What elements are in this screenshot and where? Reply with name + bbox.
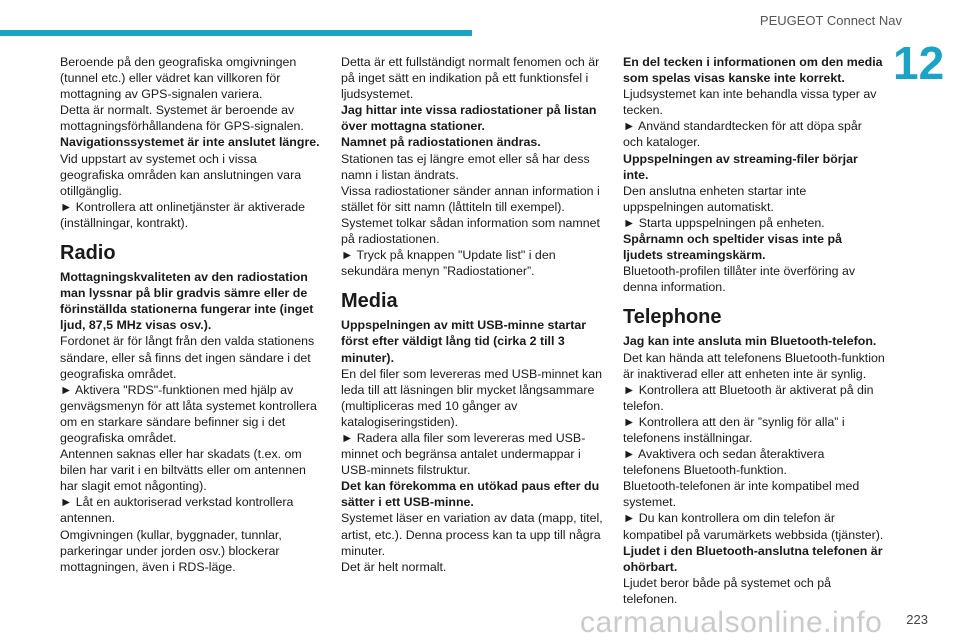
paragraph: Den anslutna enheten startar inte uppspelningen automatiskt. [623,183,807,214]
paragraph: Detta är ett fullständigt normalt fenomen och är på inget sätt en indikation på ett funktionsfel i ljudsystemet. [341,55,600,102]
paragraph: ► Du kan kontrollera om din telefon är kompatibel på varumärkets webbsida (tjänster). [623,511,884,542]
paragraph: En del filer som levereras med USB-minnet kan leda till att läsningen blir mycket långsammare (multipliceras med 10 gånger av katalogiseringstiden). [341,366,602,429]
question-heading: Namnet på radiostationen ändras. [341,135,541,150]
paragraph: Vissa radiostationer sänder annan information i stället för sitt namn (låttiteln till exempel). [341,183,600,214]
question-heading: Uppspelningen av mitt USB-minne startar först efter väldigt lång tid (cirka 2 till 3 minuter). [341,318,587,365]
page-number: 223 [906,612,928,627]
question-heading: Ljudet i den Bluetooth-anslutna telefonen är ohörbart. [623,543,883,574]
paragraph: ► Använd standardtecken för att döpa spår och kataloger. [623,119,862,150]
paragraph: Ljudsystemet kan inte behandla vissa typer av tecken. [623,87,877,118]
paragraph: Vid uppstart av systemet och i vissa geografiska områden kan anslutningen vara otillgänglig. [60,151,302,198]
paragraph: ► Kontrollera att onlinetjänster är aktiverade (inställningar, kontrakt). [60,199,306,230]
paragraph: Det är helt normalt. [341,559,447,574]
paragraph: Systemet tolkar sådan information som namnet på radiostationen. [341,215,600,247]
paragraph: ► Kontrollera att Bluetooth är aktiverat på din telefon. [623,382,874,413]
chapter-number: 12 [893,37,945,89]
question-heading: En del tecken i informationen om den media som spelas visas kanske inte korrekt. [623,55,883,86]
paragraph: Omgivningen (kullar, byggnader, tunnlar, parkeringar under jorden osv.) blockerar mottagningen, även i RDS-läge. [60,527,282,574]
section-heading: Media [341,290,398,313]
paragraph: Det kan hända att telefonens Bluetooth-funktion är inaktiverad eller att enheten inte är synlig. [623,350,885,381]
question-heading: Mottagningskvaliteten av den radiostation man lyssnar på blir gradvis sämre eller de förinställda stationerna fungerar inte (inget ljud, 87,5 MHz visas osv.). [60,270,314,333]
header-accent-bar [0,30,472,36]
paragraph: Bluetooth-profilen tillåter inte överföring av denna information. [623,264,856,295]
paragraph: ► Radera alla filer som levereras med USB-minnet och begränsa antalet undermappar i USB-minnets filstruktur. [341,430,586,478]
paragraph: ► Starta uppspelningen på enheten. [623,215,825,230]
question-heading: Det kan förekomma en utökad paus efter du sätter i ett USB-minne. [341,479,600,510]
text-column-1 [60,54,324,575]
paragraph: ► Låt en auktoriserad verkstad kontrollera antennen. [60,495,294,526]
running-head: PEUGEOT Connect Nav [759,13,902,28]
paragraph: ► Avaktivera och sedan återaktivera telefonens Bluetooth-funktion. [623,447,825,478]
question-heading: Navigationssystemet är inte anslutet längre. [60,135,320,150]
paragraph: ► Kontrollera att den är ”synlig för alla” i telefonens inställningar. [623,414,845,445]
paragraph: Fordonet är för långt från den valda stationens sändare, eller så finns det ingen sändare i det geografiska området. [60,334,315,381]
question-heading: Uppspelningen av streaming-filer börjar inte. [623,151,858,182]
question-heading: Jag kan inte ansluta min Bluetooth-telefon. [623,334,877,349]
paragraph: Stationen tas ej längre emot eller så har dess namn i listan ändrats. [341,151,590,182]
question-heading: Jag hittar inte vissa radiostationer på listan över mottagna stationer. [341,103,597,134]
paragraph: Detta är normalt. Systemet är beroende av mottagningsförhållandena för GPS-signalen. [60,103,304,134]
paragraph: Antennen saknas eller har skadats (t.ex. om bilen har varit i en biltvätts eller om antennen har slagit emot någonting). [60,447,306,494]
paragraph: ► Aktivera "RDS"-funktionen med hjälp av genvägsmenyn för att låta systemet kontrollera om en starkare sändare befinner sig i det geografiska området. [60,382,317,445]
paragraph: Bluetooth-telefonen är inte kompatibel med systemet. [623,479,860,510]
paragraph: Systemet läser en variation av data (mapp, titel, artist, etc.). Denna process kan ta upp till några minuter. [341,511,603,558]
section-heading: Radio [60,242,116,265]
paragraph: Beroende på den geografiska omgivningen (tunnel etc.) eller vädret kan villkoren för mottagning av GPS-signalen variera. [60,55,297,102]
watermark: carmanualsonline.info [580,606,883,639]
paragraph: ► Tryck på knappen "Update list" i den sekundära menyn ”Radiostationer”. [341,248,556,279]
text-column-2 [341,54,603,575]
text-column-3 [623,54,885,607]
section-heading: Telephone [623,306,722,329]
question-heading: Spårnamn och speltider visas inte på ljudets streamingskärm. [623,232,842,263]
paragraph: Ljudet beror både på systemet och på telefonen. [623,575,832,606]
